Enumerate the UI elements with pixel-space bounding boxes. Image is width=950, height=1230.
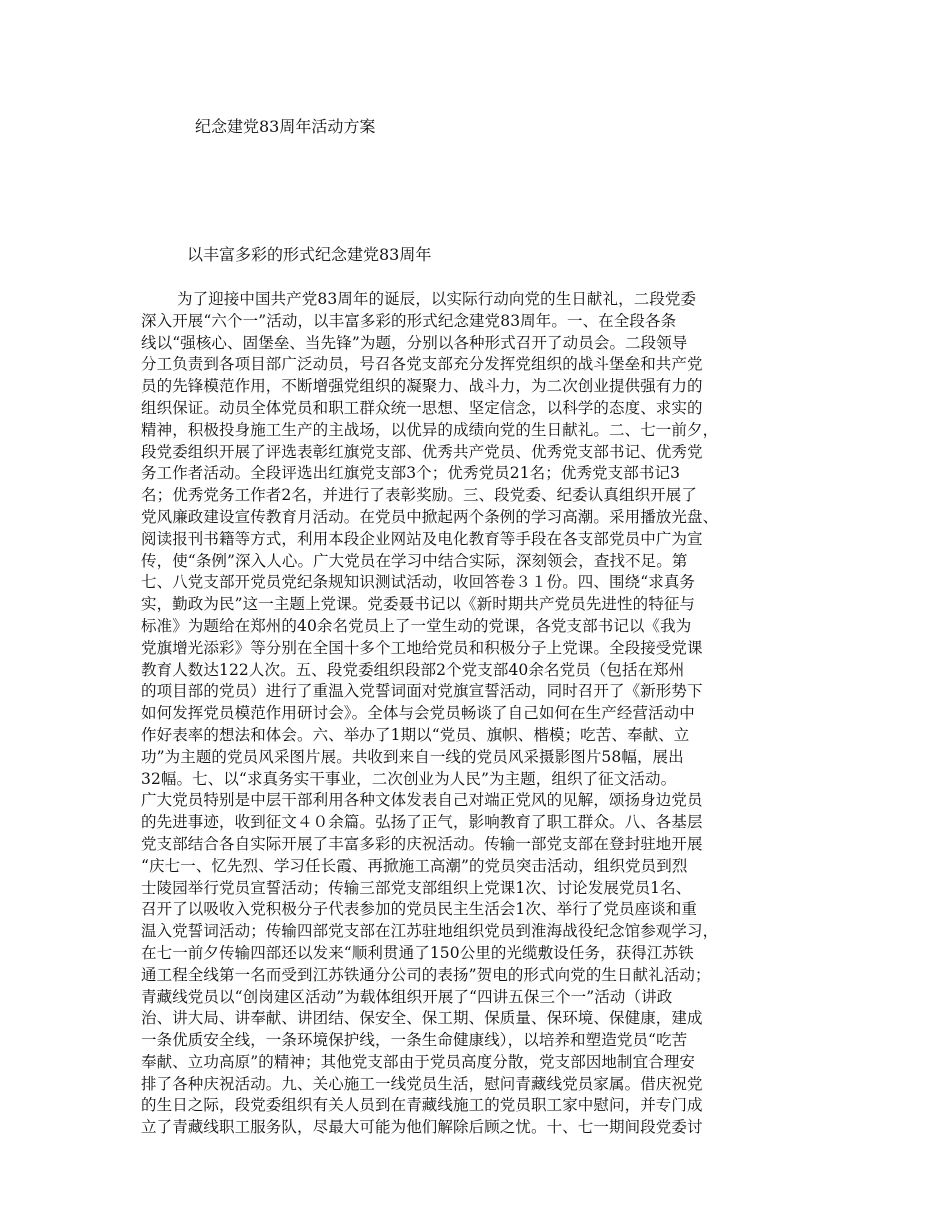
body-text-line: 教育人数达122人次。五、段党委组织段部2个党支部40余名党员（包括在郑州 — [141, 660, 685, 679]
body-text-line: 党旗增光添彩》等分别在全国十多个工地给党员和积极分子上党课。全段接受党课 — [141, 638, 703, 657]
body-text-line: 士陵园举行党员宣誓活动；传输三部党支部组织上党课1次、讨论发展党员1名、 — [141, 878, 692, 897]
body-text-line: 奉献、立功高原”的精神；其他党支部由于党员高度分散，党支部因地制宜合理安 — [141, 1052, 696, 1071]
body-text-line: 组织保证。动员全体党员和职工群众统一思想、坚定信念，以科学的态度、求实的 — [141, 398, 703, 417]
body-text-line: 分工负责到各项目部广泛动员，号召各党支部充分发挥党组织的战斗堡垒和共产党 — [141, 355, 703, 374]
body-text-line: 召开了以吸收入党积极分子代表参加的党员民主生活会1次、举行了党员座谈和重 — [141, 900, 697, 919]
body-text-line: 线以“强核心、固堡垒、当先锋”为题，分别以各种形式召开了动员会。二段领导 — [141, 333, 688, 352]
body-text-line: 的生日之际，段党委组织有关人员到在青藏线施工的党员职工家中慰问，并专门成 — [141, 1096, 703, 1115]
body-text-line: 深入开展“六个一”活动，以丰富多彩的形式纪念建党83周年。一、在全段各条 — [141, 311, 677, 330]
body-text-line: 实，勤政为民”这一主题上党课。党委聂书记以《新时期共产党员先进性的特征与 — [141, 595, 696, 614]
body-text-line: 作好表率的想法和体会。六、举办了1期以“党员、旗帜、楷模；吃苦、奉献、立 — [141, 725, 690, 744]
body-text-line: 如何发挥党员模范作用研讨会》。全体与会党员畅谈了自己如何在生产经营活动中 — [141, 704, 695, 723]
document-body — [141, 289, 831, 1139]
body-text-line: 一条优质安全线，一条环境保护线，一条生命健康线），以培养和塑造党员“吃苦 — [141, 1031, 688, 1050]
document-title: 纪念建党83周年活动方案 — [195, 117, 376, 136]
body-text-line: 排了各种庆祝活动。九、关心施工一线党员生活，慰问青藏线党员家属。借庆祝党 — [141, 1074, 703, 1093]
body-text-line: 32幅。七、以“求真务实干事业，二次创业为人民”为主题，组织了征文活动。 — [141, 769, 677, 788]
body-text-line: 员的先锋模范作用，不断增强党组织的凝聚力、战斗力，为二次创业提供强有力的 — [141, 377, 703, 396]
body-text-line: 在七一前夕传输四部还以发来“顺利贯通了150公里的光缆敷设任务，获得江苏铁 — [141, 943, 694, 962]
body-text-line: 精神，积极投身施工生产的主战场，以优异的成绩向党的生日献礼。二、七一前夕， — [141, 420, 719, 439]
body-text-line: 为了迎接中国共产党83周年的诞辰，以实际行动向党的生日献礼，二段党委 — [177, 290, 697, 308]
body-text-line: 段党委组织开展了评选表彰红旗党支部、优秀共产党员、优秀党支部书记、优秀党 — [141, 442, 703, 461]
body-text-line: 的先进事迹，收到征文４０余篇。弘扬了正气，影响教育了职工群众。八、各基层 — [141, 813, 703, 832]
body-text-line: 通工程全线第一名而受到江苏铁通分公司的表扬”贺电的形式向党的生日献礼活动； — [141, 965, 711, 984]
body-text-line: 党支部结合各自实际开展了丰富多彩的庆祝活动。传输一部党支部在登封驻地开展 — [141, 834, 703, 853]
body-text-line: 七、八党支部开党员党纪条规知识测试活动，收回答卷３１份。四、围绕“求真务 — [141, 573, 696, 592]
document-subtitle: 以丰富多彩的形式纪念建党83周年 — [187, 245, 432, 264]
body-text-line: 传，使“条例”深入人心。广大党员在学习中结合实际，深刻领会，查找不足。第 — [141, 551, 688, 570]
body-text-line: 立了青藏线职工服务队，尽最大可能为他们解除后顾之忧。十、七一期间段党委讨 — [141, 1118, 703, 1137]
body-text-line: 功”为主题的党员风采图片展。共收到来自一线的党员风采摄影图片58幅，展出 — [141, 747, 684, 766]
body-text-line: “庆七一、忆先烈、学习任长霞、再掀施工高潮”的党员突击活动，组织党员到烈 — [141, 856, 688, 875]
body-text-line: 治、讲大局、讲奉献、讲团结、保安全、保工期、保质量、保环境、保健康，建成 — [141, 1009, 703, 1028]
body-text-line: 标准》为题给在郑州的40余名党员上了一堂生动的党课，各党支部书记以《我为 — [141, 616, 692, 635]
body-text-line: 阅读报刊书籍等方式，利用本段企业网站及电化教育等手段在各支部党员中广为宣 — [141, 529, 703, 548]
body-text-line: 党风廉政建设宣传教育月活动。在党员中掀起两个条例的学习高潮。采用播放光盘、 — [141, 507, 719, 526]
body-text-line: 的项目部的党员）进行了重温入党誓词面对党旗宣誓活动，同时召开了《新形势下 — [141, 682, 703, 701]
body-text-line: 广大党员特别是中层干部利用各种文体发表自己对端正党风的见解，颂扬身边党员 — [141, 791, 703, 810]
body-text-line: 温入党誓词活动；传输四部党支部在江苏驻地组织党员到淮海战役纪念馆参观学习， — [141, 922, 719, 941]
body-text-line: 务工作者活动。全段评选出红旗党支部3个；优秀党员21名；优秀党支部书记3 — [141, 464, 681, 483]
body-text-line: 青藏线党员以“创岗建区活动”为载体组织开展了“四讲五保三个一”活动（讲政 — [141, 987, 673, 1006]
body-text-line: 名；优秀党务工作者2名，并进行了表彰奖励。三、段党委、纪委认真组织开展了 — [141, 486, 697, 505]
